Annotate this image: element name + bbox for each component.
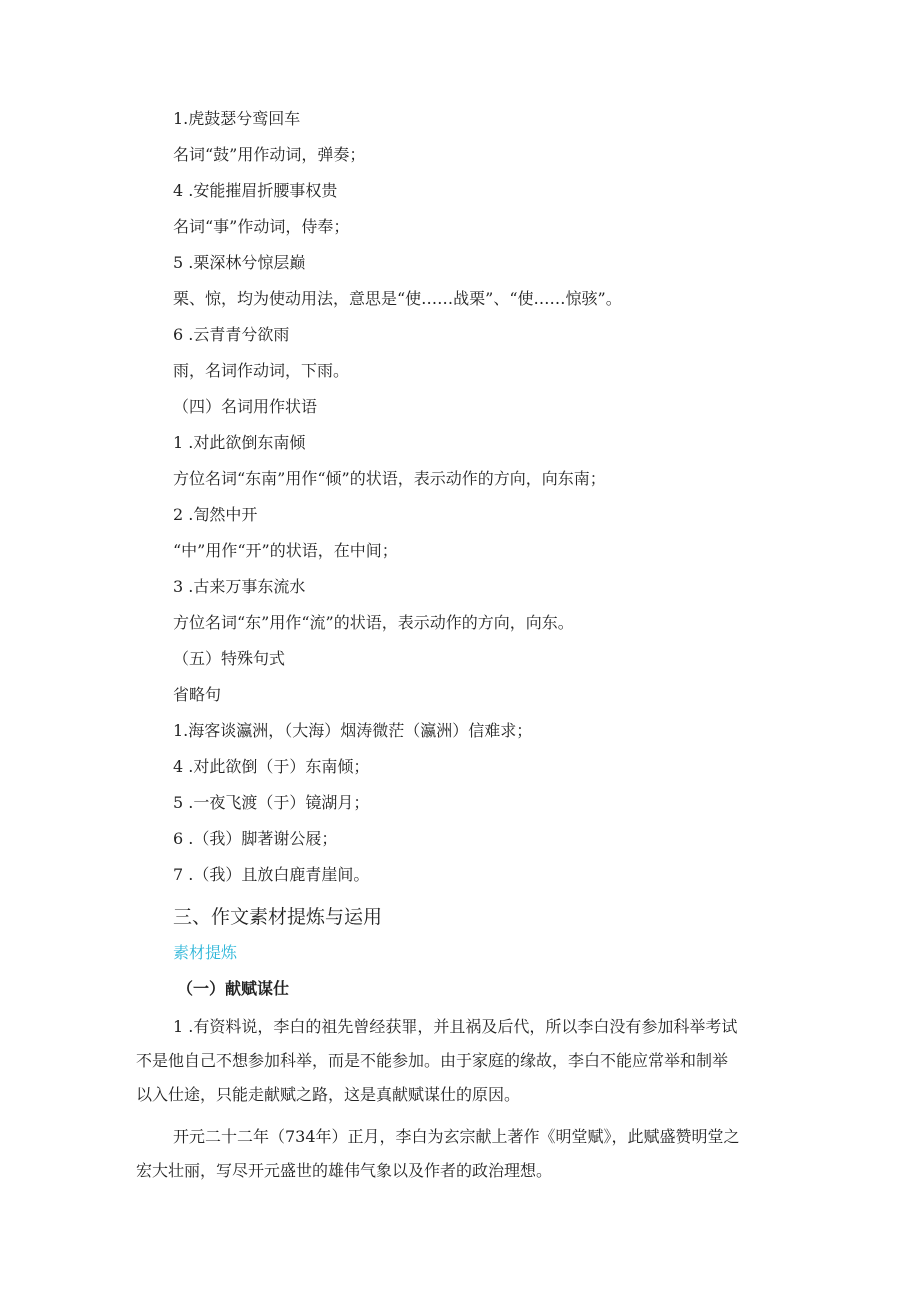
text-line: 2 .訇然中开 <box>173 505 258 524</box>
text-line: 1 .对此欲倒东南倾 <box>173 433 306 452</box>
text-line: 名词“事”作动词，侍奉； <box>173 217 350 236</box>
text-line: 雨，名词作动词，下雨。 <box>173 361 350 380</box>
text-line: 栗、惊，均为使动用法，意思是“使……战栗”、“使……惊骇”。 <box>173 289 622 308</box>
text-line: 6 .云青青兮欲雨 <box>173 325 290 344</box>
text-line: 3 .古来万事东流水 <box>173 577 306 596</box>
text-line: 5 .栗深林兮惊层巅 <box>173 253 306 272</box>
text-line: 1.海客谈瀛洲，（大海）烟涛微茫（瀛洲）信难求； <box>173 721 533 740</box>
text-line: 5 .一夜飞渡（于）镜湖月； <box>173 793 370 812</box>
text-line: 方位名词“东南”用作“倾”的状语，表示动作的方向，向东南； <box>173 469 606 488</box>
section-heading: （五）特殊句式 <box>173 649 286 668</box>
paragraph-line: 1 .有资料说，李白的祖先曾经获罪，并且祸及后代，所以李白没有参加科举考试 <box>173 1017 738 1036</box>
text-line: 6 .（我）脚著谢公屐； <box>173 829 338 848</box>
section-title: 三、作文素材提炼与运用 <box>173 906 383 928</box>
text-line: “中”用作“开”的状语，在中间； <box>173 541 398 560</box>
subsection-title: 素材提炼 <box>173 943 238 962</box>
text-line: 省略句 <box>173 685 222 704</box>
subheading: （一）献赋谋仕 <box>177 979 290 998</box>
text-line: 4 .对此欲倒（于）东南倾； <box>173 757 370 776</box>
section-heading: （四）名词用作状语 <box>173 397 318 416</box>
text-line: 名词“鼓”用作动词，弹奏； <box>173 145 366 164</box>
paragraph-line: 不是他自己不想参加科举，而是不能参加。由于家庭的缘故，李白不能应常举和制举 <box>136 1051 729 1070</box>
text-line: 方位名词“东”用作“流”的状语，表示动作的方向，向东。 <box>173 613 574 632</box>
paragraph-line: 宏大壮丽，写尽开元盛世的雄伟气象以及作者的政治理想。 <box>136 1161 553 1180</box>
text-line: 7 .（我）且放白鹿青崖间。 <box>173 865 370 884</box>
paragraph-line: 开元二十二年（734年）正月，李白为玄宗献上著作《明堂赋》，此赋盛赞明堂之 <box>173 1127 740 1146</box>
paragraph-line: 以入仕途，只能走献赋之路，这是真献赋谋仕的原因。 <box>136 1085 521 1104</box>
text-line: 4 .安能摧眉折腰事权贵 <box>173 181 338 200</box>
text-line: 1.虎鼓瑟兮鸾回车 <box>173 109 301 128</box>
